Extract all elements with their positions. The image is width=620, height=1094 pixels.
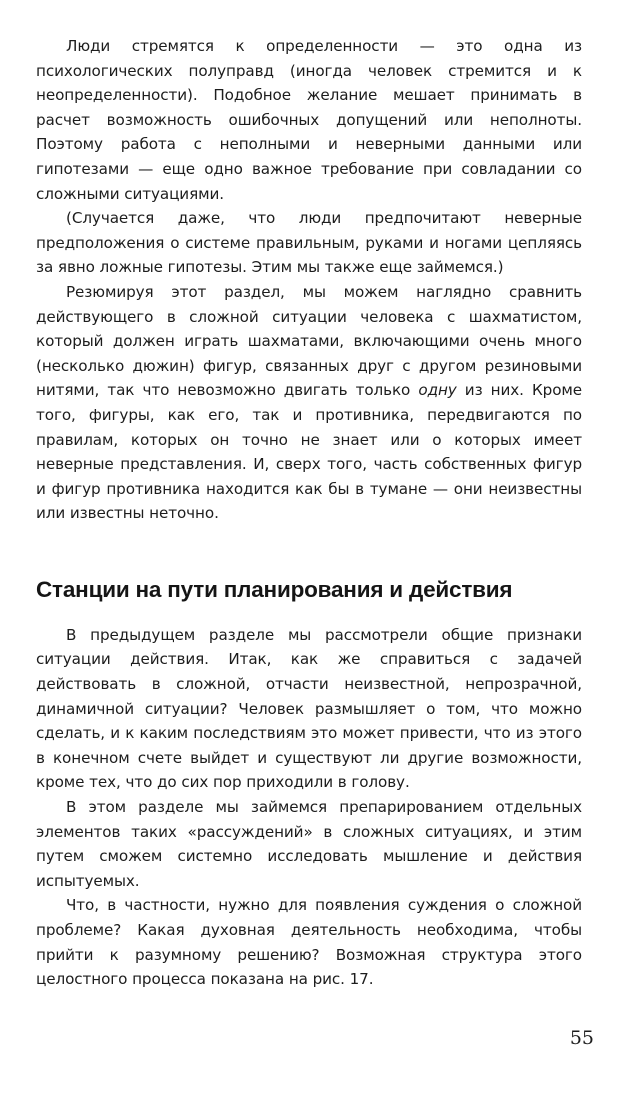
- page-body: [36, 34, 582, 992]
- paragraph-this-section: В этом разделе мы займемся препарированием отдельных элементов таких «рассуждений» в сложных ситуациях, и этим путем сможем системно исследовать мышление и действия испытуемых.: [36, 798, 582, 890]
- paragraph-judgement: Что, в частности, нужно для появления суждения о сложной проблеме? Какая духовная деятельность необходима, чтобы прийти к разумному решению? Возможная структура этого целостного процесса показана на рис. 17.: [36, 896, 582, 989]
- section-heading: Станции на пути планирования и действия: [36, 576, 513, 602]
- chess-text-after: из них. Кроме того, фигуры, как его, так и противника, передвигаются по правилам, которых он точно не знает или о которых имеет неверные представления. И, сверх того, часть собственных фигур и фигур противника находится как бы в тумане — они неизвестны или известны неточно.: [36, 381, 582, 523]
- paragraph-certainty: Люди стремятся к определенности — это одна из психологических полуправд (иногда человек стремится и к неопределенности). Подобное желание мешает принимать в расчет возможность ошибочных допущений или неполноты. Поэтому работа с неполными и неверными данными или гипотезами — еще одно важное требование при совладании со сложными ситуациями.: [36, 37, 582, 203]
- paragraph-false-hypotheses: (Случается даже, что люди предпочитают неверные предположения о системе правильным, руками и ногами цепляясь за явно ложные гипотезы. Этим мы также еще займемся.): [36, 209, 582, 277]
- paragraph-previous-section: В предыдущем разделе мы рассмотрели общие признаки ситуации действия. Итак, как же справиться с задачей действовать в сложной, отчасти неизвестной, непрозрачной, динамичной ситуации? Человек размышляет о том, что можно сделать, и к каким последствиям это может привести, что из этого в конечном счете выйдет и существуют ли другие возможности, кроме тех, что до сих пор приходили в голову.: [36, 625, 582, 792]
- page-number: 55: [569, 1027, 594, 1049]
- chess-text-emphasis: одну: [418, 381, 457, 400]
- paragraph-chess-analogy: [36, 280, 582, 526]
- chess-text-before: Резюмируя этот раздел, мы можем наглядно сравнить действующего в сложной ситуации человека с шахматистом, который должен играть шахматами, включающими очень много (несколько дюжин) фигур, связанных друг с другом резиновыми нитями, так что невозможно двигать только: [36, 282, 582, 400]
